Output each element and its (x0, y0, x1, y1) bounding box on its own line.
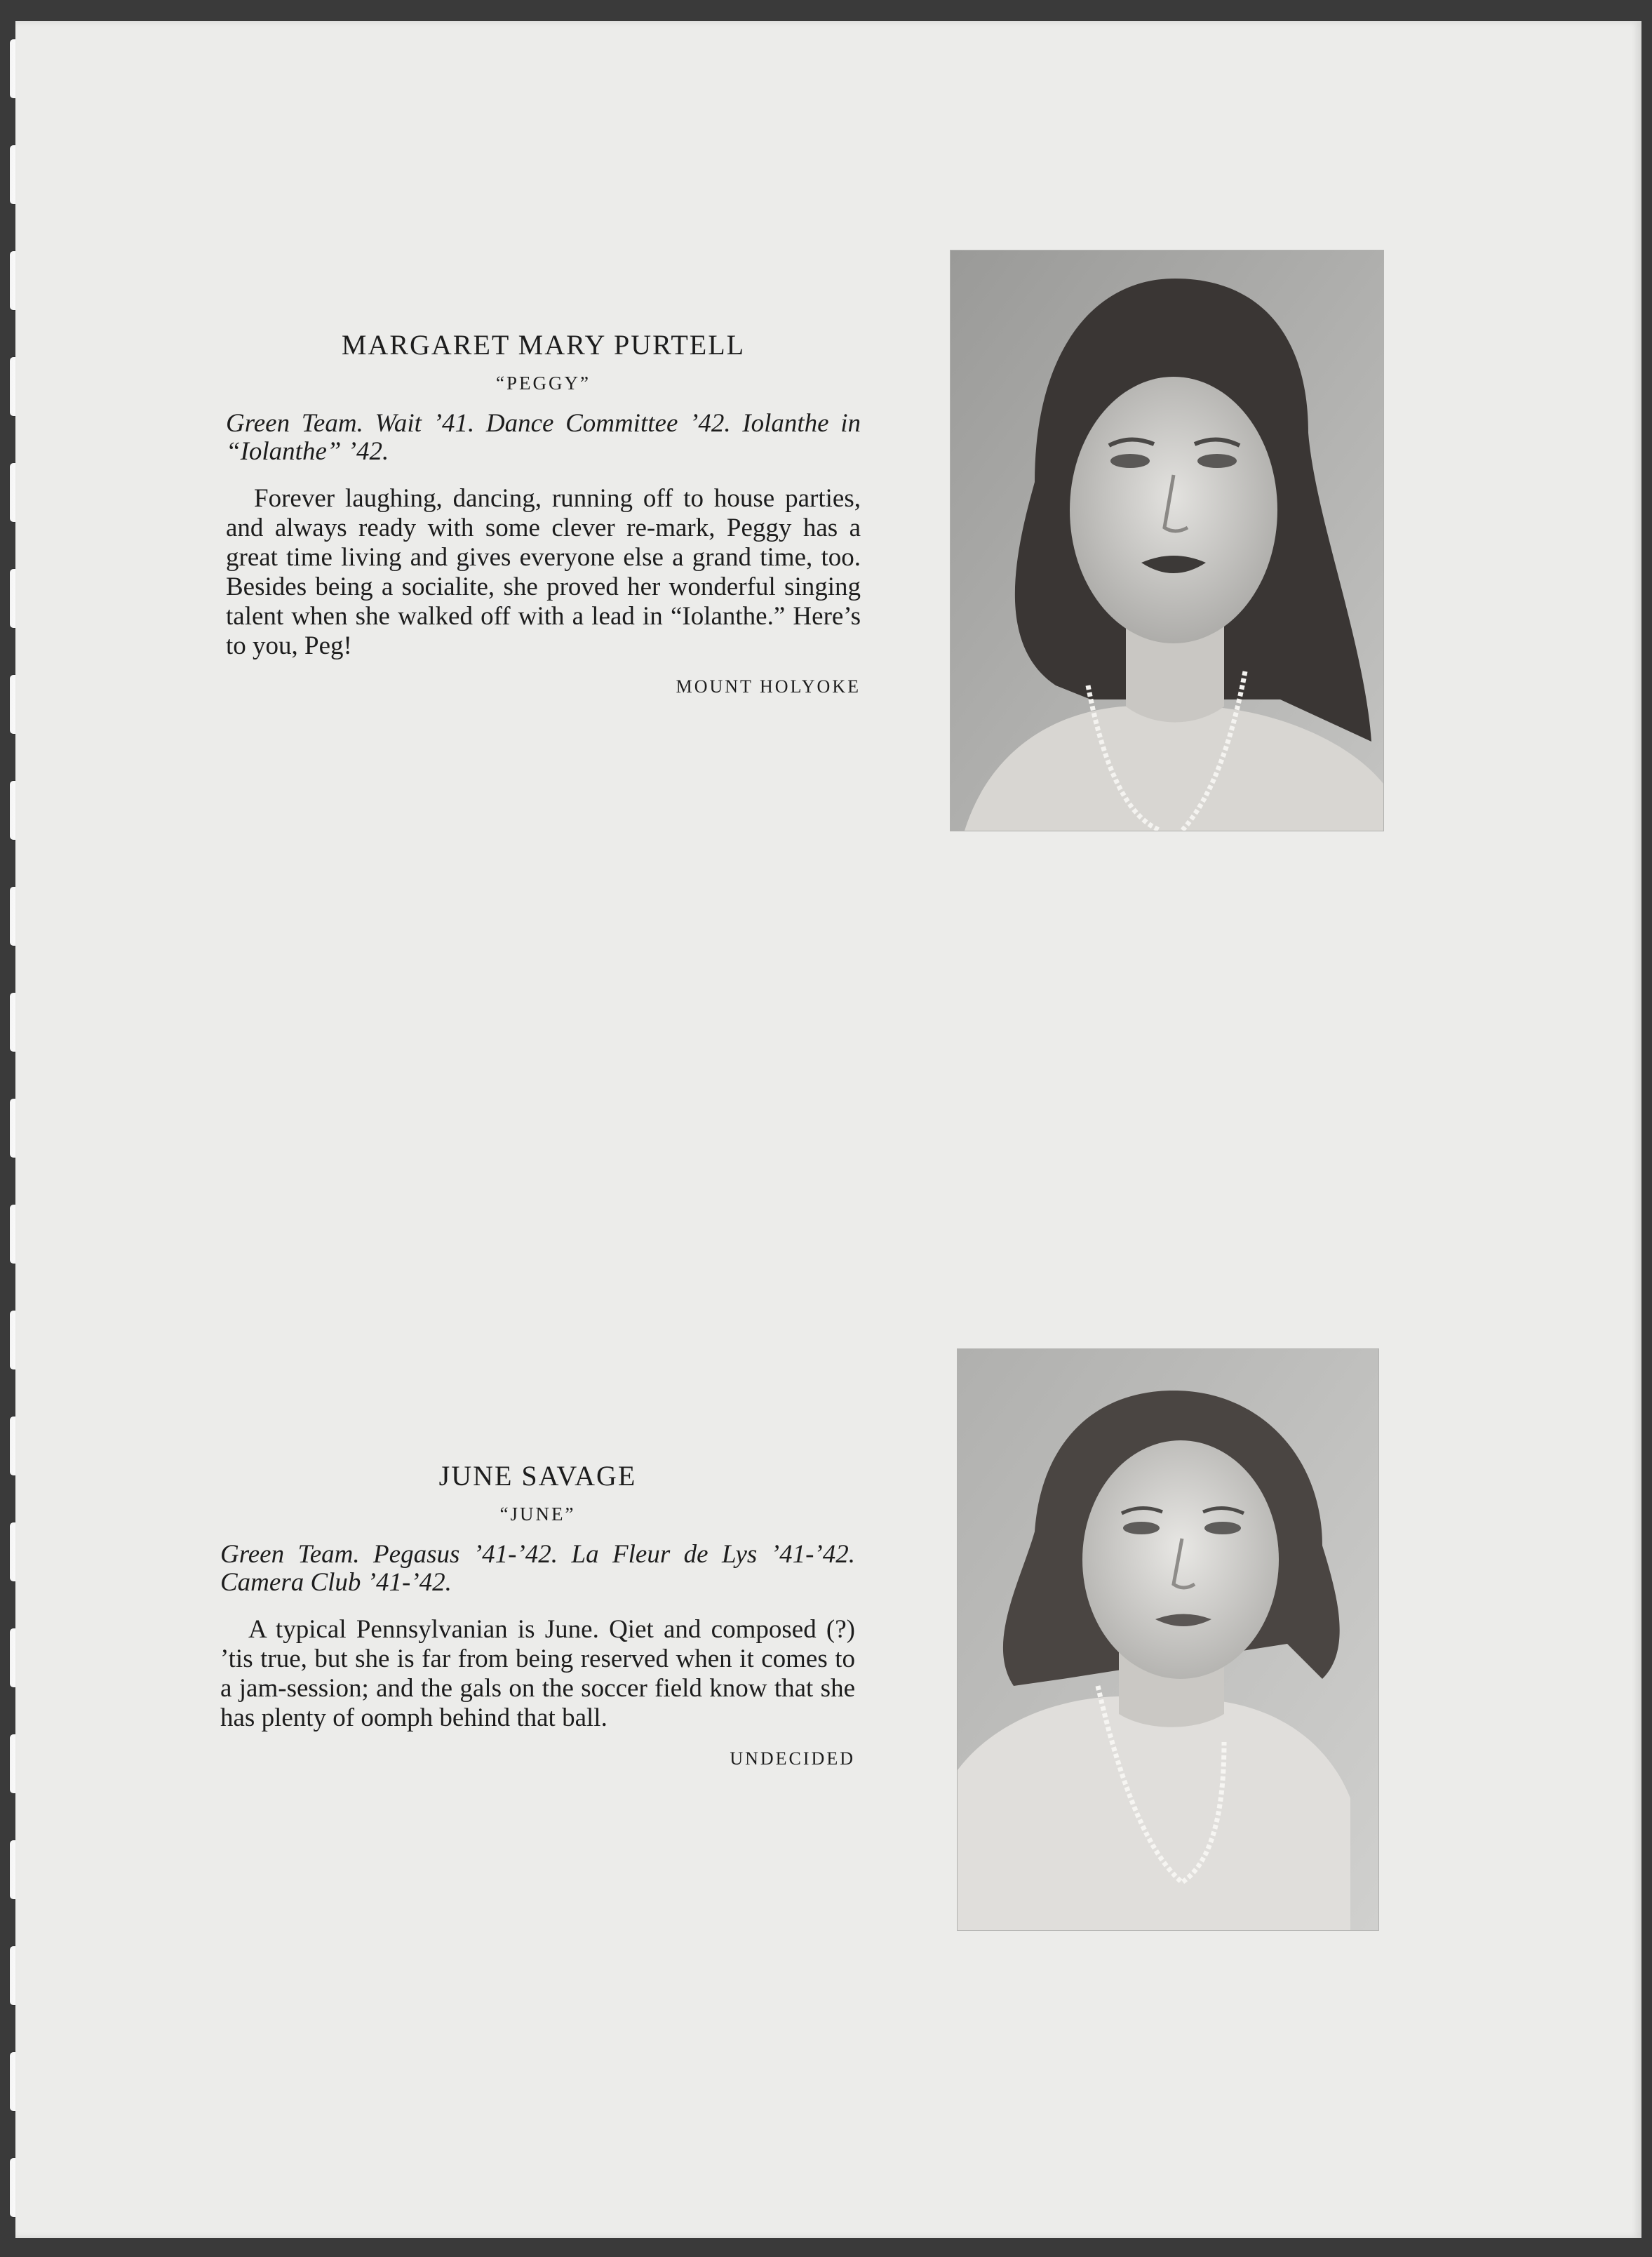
student-nickname: “PEGGY” (496, 373, 591, 394)
portrait-photo-june (958, 1349, 1378, 1930)
student-bio: Forever laughing, dancing, running off to house parties, and always ready with some clever re-mark, Peggy has a great time living and gives everyone else a grand time, too. Besides being a socialite, she proved her wonderful singing talent when she walked off with a lead in “Iolanthe.” Here’s to you, Peg! (226, 484, 861, 660)
senior-entry-savage (220, 1459, 855, 1769)
student-bio: A typical Pennsylvanian is June. Qiet and composed (?) ’tis true, but she is far from being reserved when it comes to a jam-session; and the gals on the soccer field know that she has plenty of oomph behind that ball. (220, 1615, 855, 1732)
student-college: MOUNT HOLYOKE (676, 676, 861, 697)
senior-entry-purtell (226, 328, 861, 697)
student-name: MARGARET MARY PURTELL (341, 329, 746, 361)
student-activities: Green Team. Pegasus ’41-’42. La Fleur de Lys ’41-’42. Camera Club ’41-’42. (220, 1540, 855, 1597)
student-nickname: “JUNE” (499, 1503, 576, 1525)
student-college: UNDECIDED (730, 1748, 855, 1769)
student-activities: Green Team. Wait ’41. Dance Committee ’42. Iolanthe in “Iolanthe” ’42. (226, 409, 861, 466)
portrait-photo-peggy (951, 250, 1383, 831)
student-name: JUNE SAVAGE (438, 1460, 637, 1492)
